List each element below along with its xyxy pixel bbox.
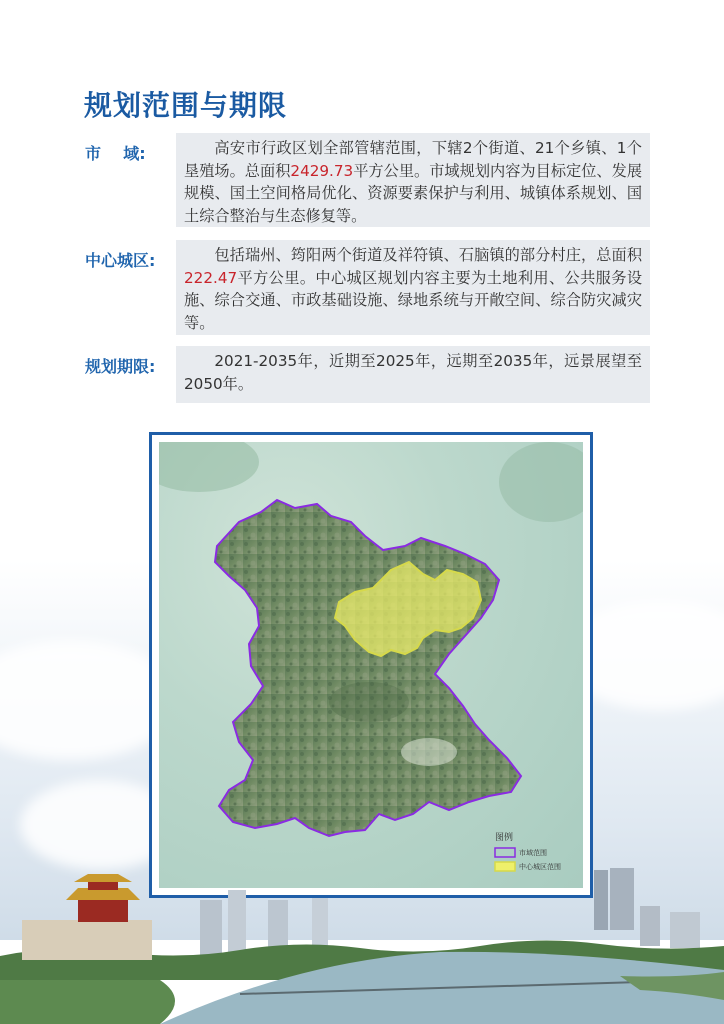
temple-body	[78, 900, 128, 922]
city-domain-boundary	[215, 500, 521, 836]
distant-building	[670, 912, 700, 948]
distant-building	[200, 900, 222, 960]
terrain-shade	[499, 442, 583, 522]
section-text: 包括瑞州、筠阳两个街道及祥符镇、石脑镇的部分村庄，总面积	[214, 246, 642, 264]
legend-label-city-domain: 市域范围	[519, 849, 547, 857]
area-value: 2429.73	[290, 161, 354, 180]
city-scene-illustration	[0, 860, 724, 1024]
map-area	[159, 442, 583, 888]
riverbank	[0, 980, 175, 1024]
section-text: 高安市行政区划全部管辖范围，下辖2个街道、21个乡镇、1个垦殖场。总面积	[184, 139, 642, 180]
section-text: 平方公里。中心城区规划内容主要为土地利用、公共服务设施、综合交通、市政基础设施、绿地系统与开敞空间、综合防灾减灾等。	[184, 268, 642, 332]
distant-building	[610, 868, 634, 930]
section-label: 规划期限:	[85, 357, 156, 376]
section-text-box	[176, 346, 650, 403]
legend-label-central-city: 中心城区范围	[519, 863, 561, 871]
distant-building	[640, 906, 660, 946]
terrain-shade	[329, 682, 409, 722]
area-value: 222.47	[184, 268, 238, 287]
section-label: 市 域:	[85, 144, 146, 163]
region-map	[159, 442, 583, 888]
map-frame	[149, 432, 593, 898]
terrain-shade	[401, 738, 457, 766]
page-title: 规划范围与期限	[84, 89, 288, 122]
section-text: 平方公里。市域规划内容为目标定位、发展规模、国土空间格局优化、资源要素保护与利用、城镇体系规划、国土综合整治与生态修复等。	[184, 161, 643, 225]
section-label: 中心城区:	[85, 251, 156, 270]
section-text-box	[176, 240, 650, 335]
temple-base	[22, 920, 152, 960]
temple-roof	[74, 874, 132, 882]
terrain-shade	[159, 442, 259, 492]
legend-title: 图例	[495, 833, 514, 843]
temple-body	[88, 882, 118, 890]
legend-swatch-city-domain	[495, 848, 515, 857]
section-text-box	[176, 133, 650, 227]
section-text: 2021-2035年，近期至2025年，远期至2035年，远景展望至2050年。	[184, 352, 642, 393]
distant-building	[594, 870, 608, 930]
